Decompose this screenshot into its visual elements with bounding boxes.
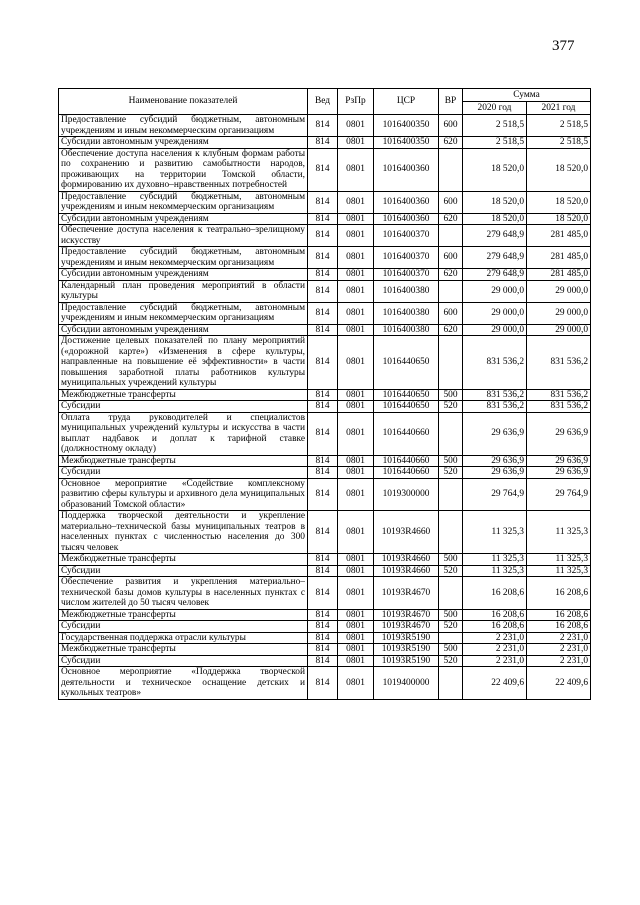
row-value-2020: 16 208,6 [463, 609, 527, 621]
table-row [59, 115, 591, 137]
table-row [59, 577, 591, 610]
row-value-2021: 16 208,6 [527, 577, 591, 610]
row-csr: 10193R5190 [374, 644, 439, 656]
row-vr: 500 [439, 554, 463, 566]
header-2021: 2021 год [527, 102, 591, 115]
row-ved: 814 [308, 412, 338, 455]
row-vr: 620 [439, 324, 463, 336]
table-row [59, 655, 591, 667]
row-csr: 1016400380 [374, 280, 439, 302]
row-ved: 814 [308, 148, 338, 191]
row-rzpr: 0801 [338, 280, 374, 302]
header-sum: Сумма [463, 89, 591, 102]
row-value-2020: 29 000,0 [463, 302, 527, 324]
row-value-2020: 29 000,0 [463, 280, 527, 302]
table-row [59, 225, 591, 247]
row-value-2021: 29 636,9 [527, 412, 591, 455]
row-vr [439, 478, 463, 511]
row-name: Межбюджетные трансферты [59, 455, 308, 467]
row-csr: 1016400380 [374, 324, 439, 336]
row-ved: 814 [308, 137, 338, 149]
table-row [59, 621, 591, 633]
row-vr [439, 148, 463, 191]
row-vr: 500 [439, 644, 463, 656]
row-ved: 814 [308, 478, 338, 511]
row-name: Межбюджетные трансферты [59, 644, 308, 656]
table-row [59, 137, 591, 149]
row-vr [439, 412, 463, 455]
row-name: Предоставление субсидий бюджетным, автономным учреждениям и иным некоммерческим организациям [59, 191, 308, 213]
row-rzpr: 0801 [338, 609, 374, 621]
table-row [59, 632, 591, 644]
row-vr [439, 511, 463, 554]
table-row [59, 554, 591, 566]
row-value-2021: 281 485,0 [527, 225, 591, 247]
row-value-2020: 29 000,0 [463, 324, 527, 336]
row-vr: 500 [439, 609, 463, 621]
row-value-2021: 16 208,6 [527, 621, 591, 633]
row-vr: 520 [439, 565, 463, 577]
row-csr: 10193R5190 [374, 655, 439, 667]
row-name: Предоставление субсидий бюджетным, автономным учреждениям и иным некоммерческим организациям [59, 115, 308, 137]
table-row [59, 412, 591, 455]
row-ved: 814 [308, 455, 338, 467]
row-vr: 520 [439, 621, 463, 633]
row-ved: 814 [308, 302, 338, 324]
row-rzpr: 0801 [338, 336, 374, 390]
row-ved: 814 [308, 644, 338, 656]
row-value-2021: 831 536,2 [527, 401, 591, 413]
row-name: Обеспечение доступа населения к клубным формам работы по сохранению и развитию самобытности народов, проживающих на территории Томской области, формированию их духовно–нравственных потребностей [59, 148, 308, 191]
row-name: Субсидии [59, 401, 308, 413]
row-value-2020: 29 636,9 [463, 412, 527, 455]
row-ved: 814 [308, 565, 338, 577]
row-value-2021: 831 536,2 [527, 389, 591, 401]
row-csr: 10193R4660 [374, 565, 439, 577]
table-row [59, 644, 591, 656]
row-rzpr: 0801 [338, 554, 374, 566]
row-rzpr: 0801 [338, 137, 374, 149]
row-value-2020: 11 325,3 [463, 554, 527, 566]
row-name: Субсидии [59, 621, 308, 633]
row-rzpr: 0801 [338, 148, 374, 191]
row-rzpr: 0801 [338, 191, 374, 213]
row-name: Субсидии автономным учреждениям [59, 137, 308, 149]
row-rzpr: 0801 [338, 467, 374, 479]
row-vr [439, 280, 463, 302]
row-csr: 1016440660 [374, 455, 439, 467]
row-vr: 520 [439, 467, 463, 479]
row-vr: 620 [439, 137, 463, 149]
row-value-2020: 16 208,6 [463, 577, 527, 610]
row-rzpr: 0801 [338, 115, 374, 137]
row-value-2021: 281 485,0 [527, 247, 591, 269]
row-value-2021: 22 409,6 [527, 667, 591, 700]
row-value-2020: 279 648,9 [463, 225, 527, 247]
row-value-2020: 279 648,9 [463, 247, 527, 269]
row-value-2021: 831 536,2 [527, 336, 591, 390]
header-ved: Вед [308, 89, 338, 115]
row-value-2020: 2 518,5 [463, 115, 527, 137]
table-row [59, 247, 591, 269]
row-value-2020: 2 518,5 [463, 137, 527, 149]
row-rzpr: 0801 [338, 577, 374, 610]
row-csr: 10193R4660 [374, 554, 439, 566]
row-value-2020: 2 231,0 [463, 644, 527, 656]
row-ved: 814 [308, 655, 338, 667]
row-value-2020: 29 636,9 [463, 467, 527, 479]
row-csr: 1016400370 [374, 225, 439, 247]
row-csr: 10193R5190 [374, 632, 439, 644]
row-name: Межбюджетные трансферты [59, 389, 308, 401]
row-rzpr: 0801 [338, 302, 374, 324]
table-row [59, 336, 591, 390]
row-value-2021: 29 636,9 [527, 455, 591, 467]
row-vr [439, 577, 463, 610]
row-rzpr: 0801 [338, 269, 374, 281]
row-value-2020: 279 648,9 [463, 269, 527, 281]
row-ved: 814 [308, 213, 338, 225]
row-csr: 10193R4670 [374, 621, 439, 633]
row-rzpr: 0801 [338, 511, 374, 554]
row-vr: 600 [439, 191, 463, 213]
row-csr: 1016400360 [374, 191, 439, 213]
row-csr: 1016400370 [374, 269, 439, 281]
row-value-2020: 2 231,0 [463, 655, 527, 667]
row-rzpr: 0801 [338, 412, 374, 455]
row-csr: 1016440660 [374, 467, 439, 479]
row-value-2020: 18 520,0 [463, 148, 527, 191]
row-ved: 814 [308, 115, 338, 137]
table-row [59, 213, 591, 225]
row-name: Оплата труда руководителей и специалистов муниципальных учреждений культуры и искусства в части выплат надбавок и доплат к тарифной ставке (должностному окладу) [59, 412, 308, 455]
row-value-2020: 831 536,2 [463, 336, 527, 390]
row-value-2021: 16 208,6 [527, 609, 591, 621]
row-csr: 1016400360 [374, 213, 439, 225]
row-ved: 814 [308, 280, 338, 302]
row-name: Предоставление субсидий бюджетным, автономным учреждениям и иным некоммерческим организациям [59, 302, 308, 324]
row-name: Достижение целевых показателей по плану мероприятий («дорожной карте») «Изменения в сфере культуры, направленные на повышение её эффективности» в части повышения заработной платы работников культуры муниципальных учреждений культуры [59, 336, 308, 390]
header-name: Наименование показателей [59, 89, 308, 115]
table-row [59, 565, 591, 577]
row-vr: 520 [439, 401, 463, 413]
row-name: Субсидии [59, 565, 308, 577]
row-vr [439, 667, 463, 700]
row-name: Субсидии [59, 467, 308, 479]
row-rzpr: 0801 [338, 565, 374, 577]
table-header [59, 89, 591, 115]
row-vr: 600 [439, 302, 463, 324]
row-csr: 1019300000 [374, 478, 439, 511]
row-rzpr: 0801 [338, 324, 374, 336]
row-ved: 814 [308, 554, 338, 566]
row-vr [439, 336, 463, 390]
row-rzpr: 0801 [338, 655, 374, 667]
row-ved: 814 [308, 191, 338, 213]
row-csr: 1016400350 [374, 137, 439, 149]
table-row [59, 455, 591, 467]
row-vr: 600 [439, 115, 463, 137]
row-value-2021: 2 231,0 [527, 655, 591, 667]
row-rzpr: 0801 [338, 667, 374, 700]
row-name: Предоставление субсидий бюджетным, автономным учреждениям и иным некоммерческим организациям [59, 247, 308, 269]
header-rzpr: РзПр [338, 89, 374, 115]
row-value-2020: 11 325,3 [463, 511, 527, 554]
row-csr: 1016400360 [374, 148, 439, 191]
row-name: Обеспечение развития и укрепления материально–технической базы домов культуры в населенных пунктах с числом жителей до 50 тысяч человек [59, 577, 308, 610]
row-vr: 500 [439, 389, 463, 401]
row-ved: 814 [308, 225, 338, 247]
table-row [59, 478, 591, 511]
row-value-2021: 11 325,3 [527, 565, 591, 577]
row-ved: 814 [308, 609, 338, 621]
row-csr: 1016440660 [374, 412, 439, 455]
row-csr: 1019400000 [374, 667, 439, 700]
row-name: Обеспечение доступа населения к театрально–зрелищному искусству [59, 225, 308, 247]
row-name: Субсидии [59, 655, 308, 667]
row-name: Поддержка творческой деятельности и укрепление материально–технической базы муниципальных театров в населенных пунктах с численностью населения до 300 тысяч человек [59, 511, 308, 554]
row-value-2021: 29 636,9 [527, 467, 591, 479]
row-ved: 814 [308, 577, 338, 610]
row-value-2020: 16 208,6 [463, 621, 527, 633]
row-ved: 814 [308, 247, 338, 269]
row-ved: 814 [308, 269, 338, 281]
row-rzpr: 0801 [338, 401, 374, 413]
row-ved: 814 [308, 324, 338, 336]
row-rzpr: 0801 [338, 225, 374, 247]
table-body [59, 115, 591, 700]
row-ved: 814 [308, 389, 338, 401]
row-rzpr: 0801 [338, 213, 374, 225]
row-rzpr: 0801 [338, 621, 374, 633]
row-ved: 814 [308, 336, 338, 390]
row-csr: 1016400370 [374, 247, 439, 269]
row-value-2020: 22 409,6 [463, 667, 527, 700]
row-value-2020: 29 636,9 [463, 455, 527, 467]
row-ved: 814 [308, 667, 338, 700]
row-value-2021: 29 000,0 [527, 324, 591, 336]
row-value-2021: 18 520,0 [527, 148, 591, 191]
row-rzpr: 0801 [338, 247, 374, 269]
row-value-2020: 2 231,0 [463, 632, 527, 644]
row-vr: 620 [439, 269, 463, 281]
row-vr: 520 [439, 655, 463, 667]
row-ved: 814 [308, 467, 338, 479]
table-row [59, 302, 591, 324]
row-value-2021: 2 518,5 [527, 115, 591, 137]
row-value-2021: 2 231,0 [527, 644, 591, 656]
row-name: Основное мероприятие «Содействие комплексному развитию сферы культуры и архивного дела муниципальных образований Томской области» [59, 478, 308, 511]
table-row [59, 389, 591, 401]
row-csr: 1016400350 [374, 115, 439, 137]
row-name: Субсидии автономным учреждениям [59, 324, 308, 336]
row-value-2020: 29 764,9 [463, 478, 527, 511]
table-row [59, 467, 591, 479]
row-value-2021: 18 520,0 [527, 191, 591, 213]
row-name: Субсидии автономным учреждениям [59, 269, 308, 281]
row-vr: 500 [439, 455, 463, 467]
header-csr: ЦСР [374, 89, 439, 115]
row-rzpr: 0801 [338, 389, 374, 401]
table-row [59, 324, 591, 336]
row-vr: 600 [439, 247, 463, 269]
row-vr [439, 225, 463, 247]
header-vr: ВР [439, 89, 463, 115]
row-value-2021: 29 000,0 [527, 280, 591, 302]
table-row [59, 511, 591, 554]
row-ved: 814 [308, 621, 338, 633]
row-value-2020: 18 520,0 [463, 191, 527, 213]
row-name: Основное мероприятие «Поддержка творческой деятельности и техническое оснащение детских и кукольных театров» [59, 667, 308, 700]
row-csr: 1016440650 [374, 336, 439, 390]
row-csr: 1016440650 [374, 389, 439, 401]
row-vr: 620 [439, 213, 463, 225]
table-row [59, 401, 591, 413]
row-value-2021: 29 000,0 [527, 302, 591, 324]
row-value-2021: 281 485,0 [527, 269, 591, 281]
row-name: Субсидии автономным учреждениям [59, 213, 308, 225]
row-ved: 814 [308, 401, 338, 413]
row-ved: 814 [308, 632, 338, 644]
row-csr: 1016440650 [374, 401, 439, 413]
row-value-2020: 11 325,3 [463, 565, 527, 577]
table-row [59, 191, 591, 213]
row-csr: 10193R4660 [374, 511, 439, 554]
row-csr: 10193R4670 [374, 609, 439, 621]
table-row [59, 667, 591, 700]
row-name: Государственная поддержка отрасли культуры [59, 632, 308, 644]
row-name: Межбюджетные трансферты [59, 609, 308, 621]
row-vr [439, 632, 463, 644]
row-value-2021: 2 518,5 [527, 137, 591, 149]
row-value-2021: 29 764,9 [527, 478, 591, 511]
table-row [59, 609, 591, 621]
row-csr: 1016400380 [374, 302, 439, 324]
row-value-2020: 831 536,2 [463, 401, 527, 413]
row-ved: 814 [308, 511, 338, 554]
page-number: 377 [552, 38, 575, 54]
table-row [59, 148, 591, 191]
row-rzpr: 0801 [338, 632, 374, 644]
row-value-2021: 11 325,3 [527, 554, 591, 566]
row-rzpr: 0801 [338, 455, 374, 467]
row-value-2020: 831 536,2 [463, 389, 527, 401]
row-name: Календарный план проведения мероприятий в области культуры [59, 280, 308, 302]
row-rzpr: 0801 [338, 478, 374, 511]
row-name: Межбюджетные трансферты [59, 554, 308, 566]
row-value-2021: 18 520,0 [527, 213, 591, 225]
row-csr: 10193R4670 [374, 577, 439, 610]
table-row [59, 269, 591, 281]
row-value-2021: 11 325,3 [527, 511, 591, 554]
row-rzpr: 0801 [338, 644, 374, 656]
row-value-2021: 2 231,0 [527, 632, 591, 644]
table-row [59, 280, 591, 302]
header-2020: 2020 год [463, 102, 527, 115]
budget-table [58, 88, 591, 700]
row-value-2020: 18 520,0 [463, 213, 527, 225]
